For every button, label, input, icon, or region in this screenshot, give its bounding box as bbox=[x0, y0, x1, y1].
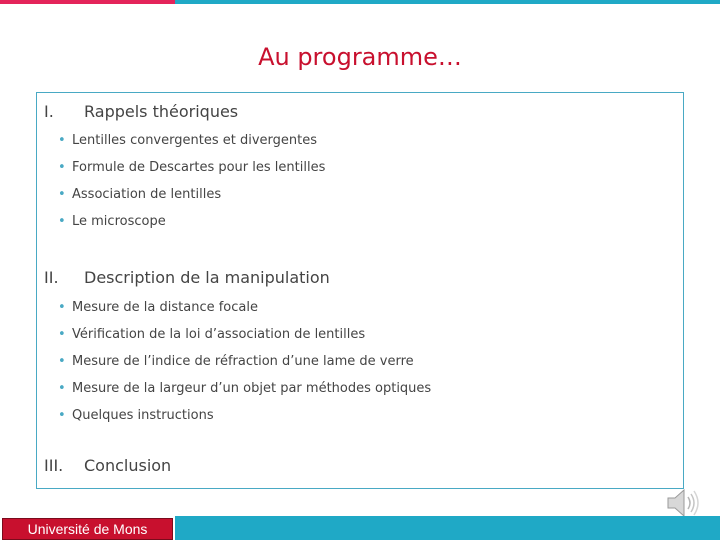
top-accent-bar-teal bbox=[175, 0, 720, 4]
list-item: • Formule de Descartes pour les lentilles bbox=[58, 160, 326, 175]
section-numeral: III. bbox=[44, 456, 64, 475]
list-item: • Vérification de la loi d’association de lentilles bbox=[58, 327, 366, 342]
footer-institution-badge: Université de Mons bbox=[2, 518, 173, 540]
section-numeral: I. bbox=[44, 102, 54, 121]
section-title: Description de la manipulation bbox=[84, 268, 330, 287]
list-item: • Lentilles convergentes et divergentes bbox=[58, 133, 317, 148]
list-item: • Le microscope bbox=[58, 214, 166, 229]
section-title: Conclusion bbox=[84, 456, 172, 475]
section-numeral: II. bbox=[44, 268, 59, 287]
list-item: • Association de lentilles bbox=[58, 187, 222, 202]
top-accent-bar-red bbox=[0, 0, 175, 4]
bullet-icon: • bbox=[58, 300, 66, 315]
content-frame bbox=[36, 92, 684, 489]
bullet-icon: • bbox=[58, 187, 66, 202]
slide-title: Au programme… bbox=[258, 43, 462, 71]
list-item: • Mesure de la distance focale bbox=[58, 300, 258, 315]
list-item: • Mesure de la largeur d’un objet par méthodes optiques bbox=[58, 381, 432, 396]
bullet-icon: • bbox=[58, 354, 66, 369]
bottom-accent-bar bbox=[175, 516, 720, 540]
section-heading-2 bbox=[44, 268, 330, 287]
bullet-icon: • bbox=[58, 214, 66, 229]
bullet-icon: • bbox=[58, 327, 66, 342]
list-item: • Mesure de l’indice de réfraction d’une lame de verre bbox=[58, 354, 414, 369]
bullet-icon: • bbox=[58, 160, 66, 175]
section-title: Rappels théoriques bbox=[84, 102, 239, 121]
list-item: • Quelques instructions bbox=[58, 408, 214, 423]
section-heading-3 bbox=[44, 456, 171, 475]
section-heading-1 bbox=[44, 102, 238, 121]
speaker-icon[interactable] bbox=[664, 486, 704, 520]
bullet-icon: • bbox=[58, 133, 66, 148]
bullet-icon: • bbox=[58, 408, 66, 423]
bullet-icon: • bbox=[58, 381, 66, 396]
